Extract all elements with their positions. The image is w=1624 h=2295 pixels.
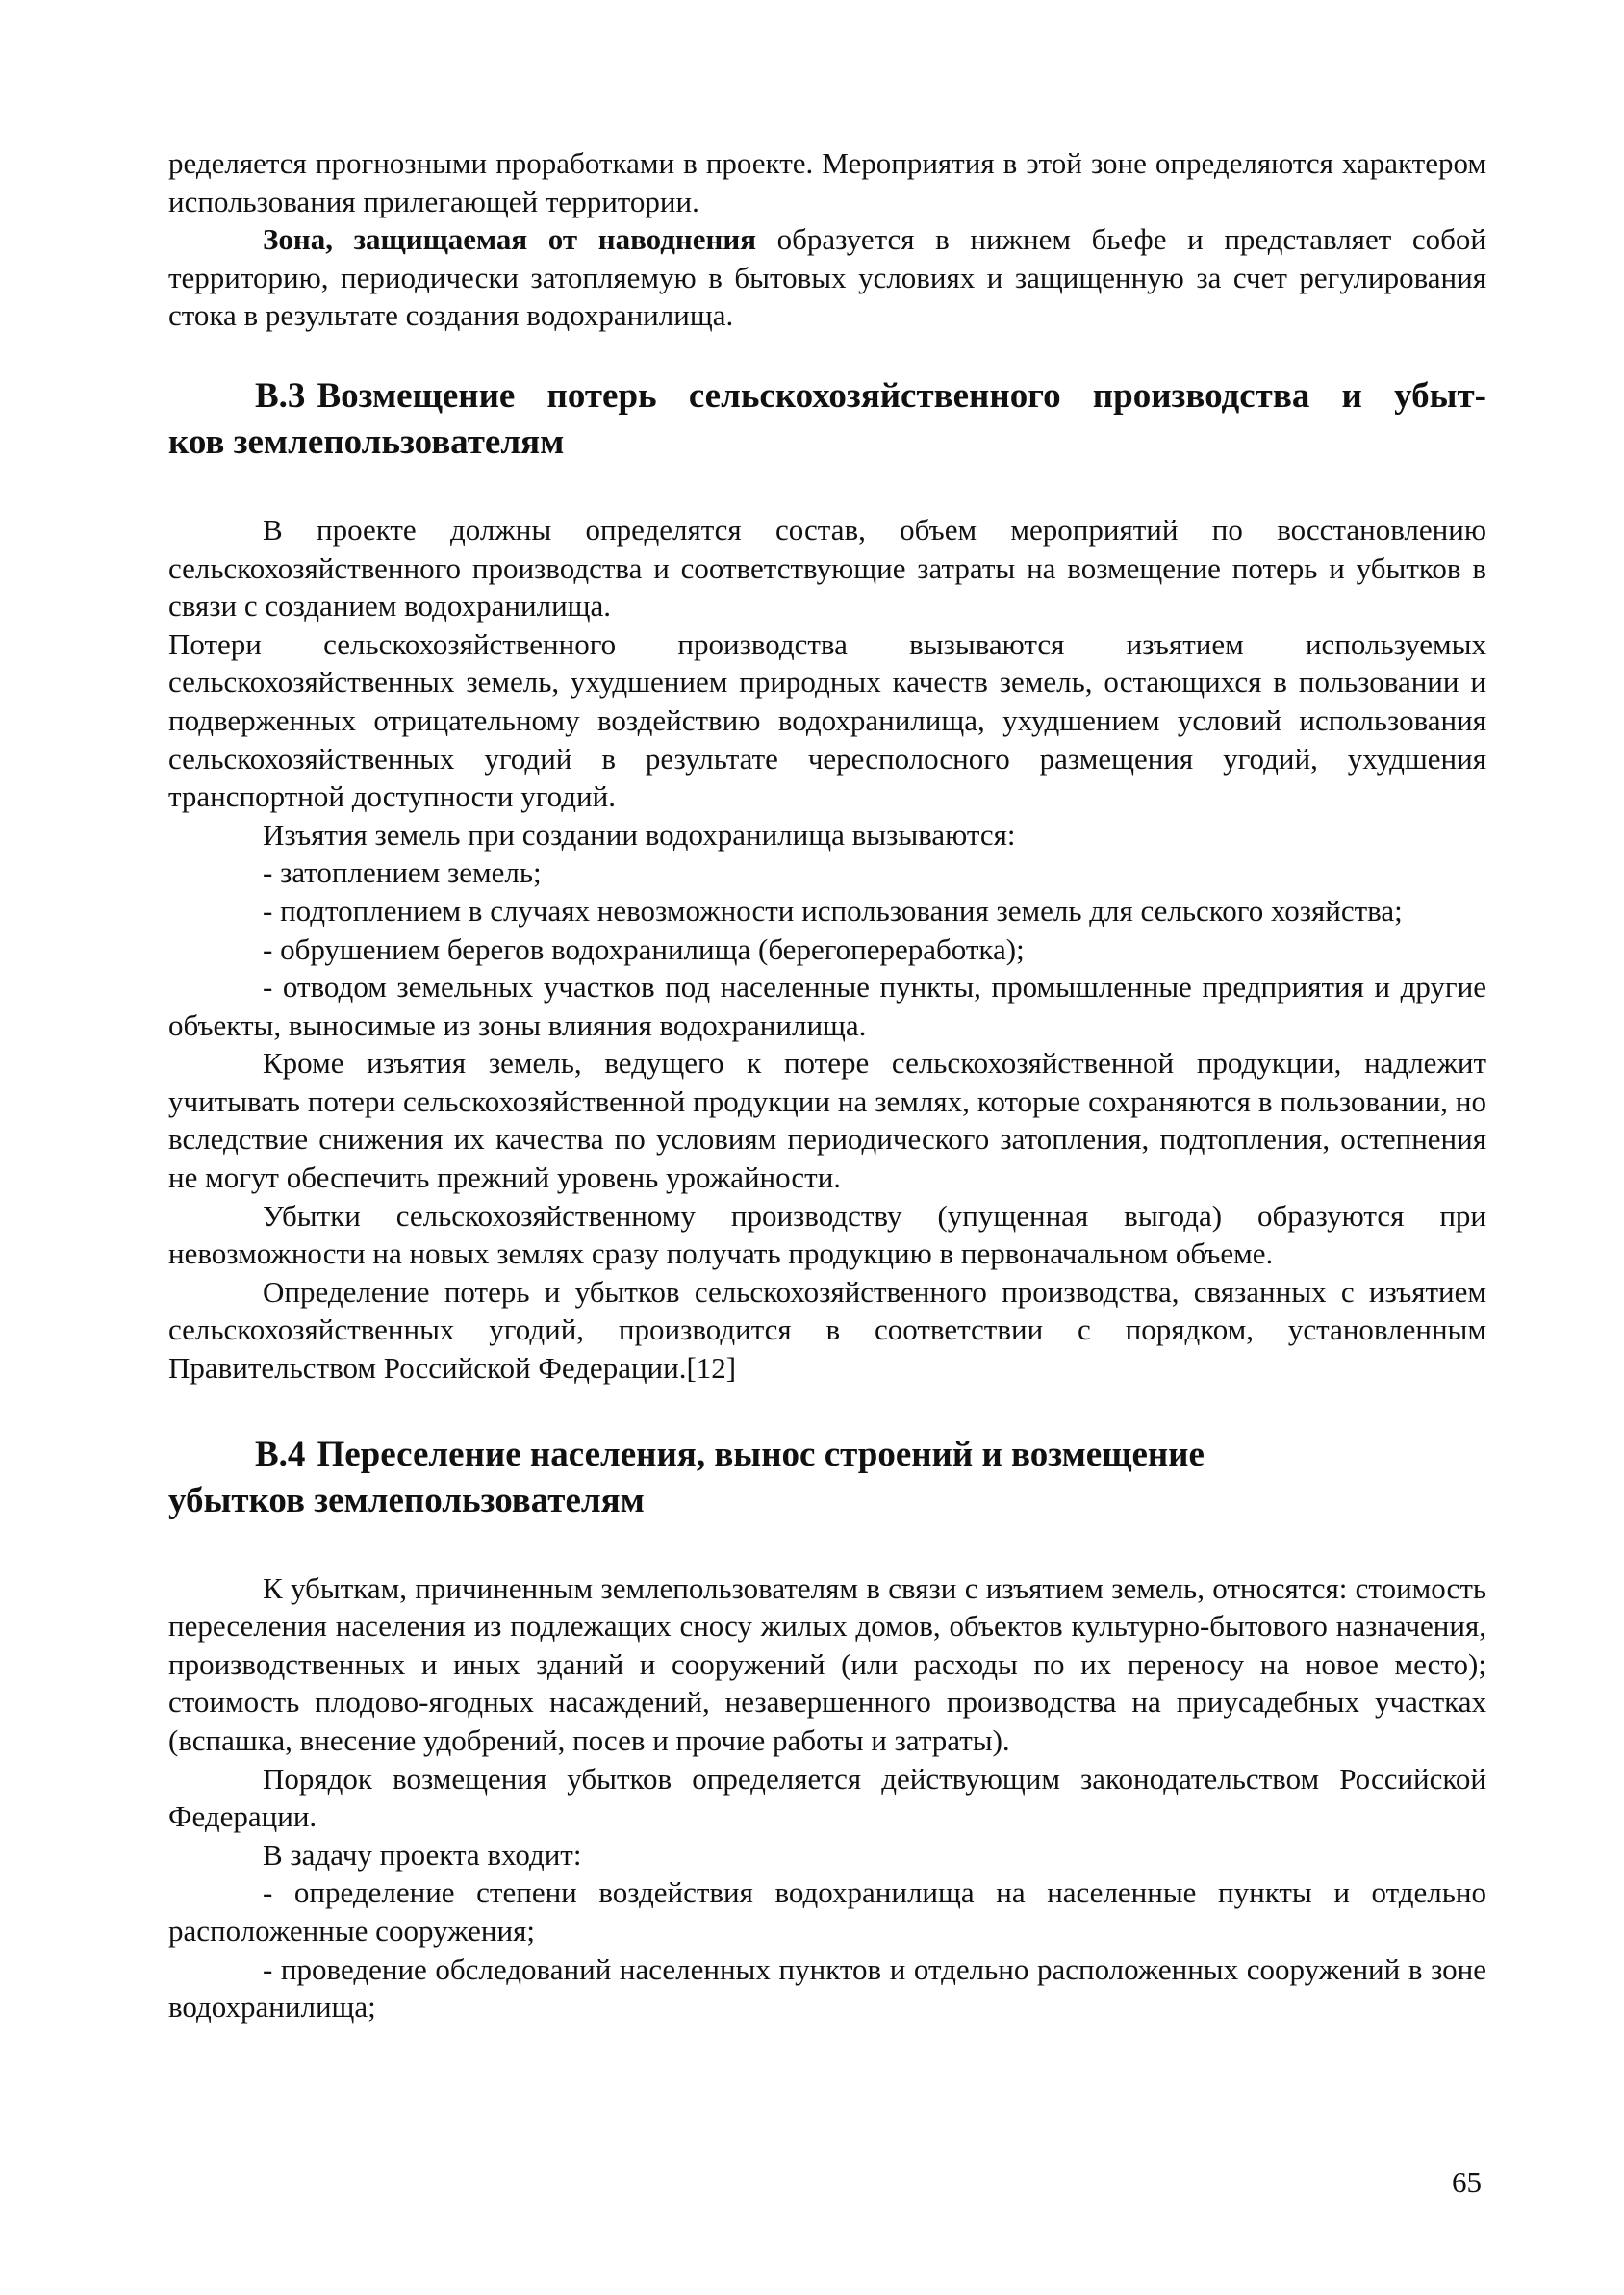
section-b3-paragraph: Потери сельскохозяйственного производства вызываются изъятием используемых сельскохозяйственных земель, ухудшением природных качеств земель, остающихся в пользовании и подверженных отрицательному воздействию водохранилища, ухудшением условий использования сельскохозяйственных угодий в результате чересполосного размещения угодий, ухудшения транспортной доступности угодий. <box>168 626 1486 814</box>
section-b3-title-line2: ков землепользователям <box>168 421 565 462</box>
intro-paragraph-2 <box>168 220 1486 335</box>
section-b4-title-line2: убытков землепользователям <box>168 1480 645 1520</box>
section-b4-paragraph: К убыткам, причиненным землепользователям в связи с изъятием земель, относятся: стоимость переселения населения из подлежащих сносу жилых домов, объектов культурно-бытового назначения, производственных и иных зданий и сооружений (или расходы по их переносу на новое место); стоимость плодово-ягодных насаждений, незавершенного производства на приусадебных участках (вспашка, внесение удобрений, посев и прочие работы и затраты). <box>168 1570 1486 1757</box>
section-b3-paragraph: Изъятия земель при создании водохранилища вызываются: <box>263 817 1016 852</box>
page-number: 65 <box>1452 2165 1482 2199</box>
section-b4-paragraph: Порядок возмещения убытков определяется действующим законодательством Российской Федерации. <box>168 1761 1486 1834</box>
section-b4-heading <box>168 1432 1486 1524</box>
section-b3-paragraph: В проекте должны определятся состав, объем мероприятий по восстановлению сельскохозяйственного производства и соответствующие затраты на возмещение потерь и убытков в связи с созданием водохранилища. <box>168 512 1486 624</box>
section-b3-paragraph: Кроме изъятия земель, ведущего к потере сельскохозяйственной продукции, надлежит учитывать потери сельскохозяйственной продукции на землях, которые сохраняются в пользовании, но вследствие снижения их качества по условиям периодического затопления, подтопления, остепнения не могут обеспечить прежний уровень урожайности. <box>168 1046 1486 1195</box>
intro-paragraph-1: ределяется прогнозными проработками в проекте. Мероприятия в этой зоне определяются характером использования прилегающей территории. <box>168 146 1486 218</box>
section-b3-title-line1: Возмещение потерь сельскохозяйственного производства и убыт- <box>317 375 1486 416</box>
section-b3-list-item: - обрушением берегов водохранилища (берегопереработка); <box>263 931 1025 966</box>
section-b3-list-item: - подтоплением в случаях невозможности использования земель для сельского хозяйства; <box>263 893 1403 928</box>
section-b3-heading <box>168 373 1486 466</box>
section-b4-title-line1: Переселение населения, вынос строений и возмещение <box>317 1434 1205 1474</box>
section-b3-paragraph: Определение потерь и убытков сельскохозяйственного производства, связанных с изъятием сельскохозяйственных угодий, производится в соответствии с порядком, установленным Правительством Российской Федерации.[12] <box>168 1274 1486 1386</box>
protected-zone-term: Зона, защищаемая от наводнения <box>263 222 757 257</box>
section-b4-list-item: - проведение обследований населенных пунктов и отдельно расположенных сооружений в зоне водохранилища; <box>168 1951 1486 2025</box>
section-b3-number: В.3 <box>255 375 306 416</box>
section-b4-number: В.4 <box>255 1434 306 1474</box>
section-b3-list-item: - отводом земельных участков под населенные пункты, промышленные предприятия и другие объекты, выносимые из зоны влияния водохранилища. <box>168 970 1486 1042</box>
section-b4-list-item: - определение степени воздействия водохранилища на населенные пункты и отдельно расположенные сооружения; <box>168 1875 1486 1948</box>
section-b3-list-item: - затоплением земель; <box>263 855 542 890</box>
protected-zone-definition: образуется в нижнем бьефе и представляет собой территорию, периодически затопляемую в бытовых условиях и защищенную за счет регулирования стока в результате создания водохранилища. <box>168 222 1486 333</box>
section-b4-paragraph: В задачу проекта входит: <box>263 1837 582 1872</box>
document-page <box>168 144 1486 2027</box>
section-b3-paragraph: Убытки сельскохозяйственному производству (упущенная выгода) образуются при невозможности на новых землях сразу получать продукцию в первоначальном объеме. <box>168 1198 1486 1271</box>
